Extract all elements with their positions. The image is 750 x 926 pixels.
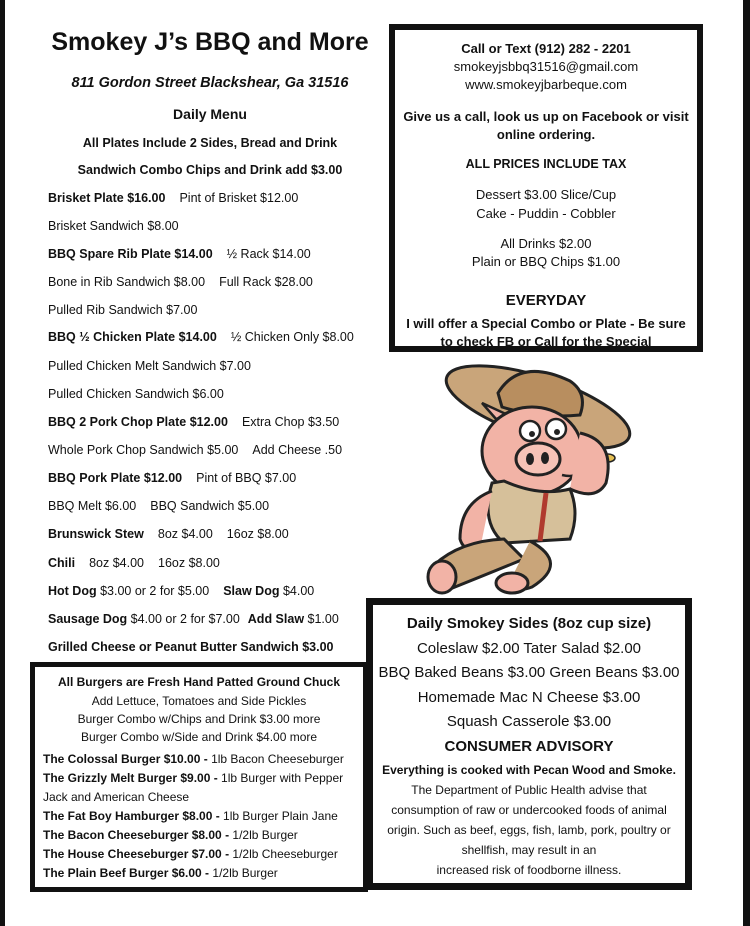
menu-item (48, 499, 269, 513)
item-brunswick-label: Brunswick Stew (48, 527, 144, 541)
sides-line-3: Homemade Mac N Cheese $3.00 (417, 689, 641, 706)
item-hot-dog-label: Hot Dog (48, 584, 97, 598)
restaurant-title: Smokey J’s BBQ and More (51, 28, 369, 56)
everyday-heading: EVERYDAY (505, 292, 587, 309)
burger-house-name: The House Cheeseburger $7.00 - (43, 847, 230, 861)
menu-item (48, 527, 289, 541)
burger-colossal-desc: 1lb Bacon Cheeseburger (207, 752, 344, 766)
item-half-rack: ½ Rack $14.00 (226, 247, 311, 261)
item-pork-plate: BBQ Pork Plate $12.00 (48, 471, 183, 485)
item-half-chicken-plate: BBQ ½ Chicken Plate $14.00 (48, 330, 217, 344)
burger-intro-1: All Burgers are Fresh Hand Patted Ground Chuck (57, 675, 341, 689)
burger-grizzly-name: The Grizzly Melt Burger $9.00 - (43, 771, 218, 785)
menu-item (48, 359, 251, 373)
item-chili-16: 16oz $8.00 (158, 556, 220, 570)
burger-intro-3: Burger Combo w/Chips and Drink $3.00 more (77, 712, 321, 726)
sides-title: Daily Smokey Sides (8oz cup size) (406, 615, 652, 632)
restaurant-address: 811 Gordon Street Blackshear, Ga 31516 (71, 75, 349, 91)
dessert-types: Cake - Puddin - Cobbler (476, 206, 616, 221)
item-half-chicken-only: ½ Chicken Only $8.00 (230, 330, 354, 344)
drinks-price: All Drinks $2.00 (500, 236, 592, 251)
item-full-rack: Full Rack $28.00 (219, 275, 313, 289)
sides-line-2: BBQ Baked Beans $3.00 Green Beans $3.00 (378, 664, 680, 681)
item-brisket-plate: Brisket Plate $16.00 (48, 191, 166, 205)
contact-website: www.smokeyjbarbeque.com (465, 77, 627, 92)
burger-colossal-name: The Colossal Burger $10.00 - (43, 752, 208, 766)
contact-call-line2: online ordering. (496, 127, 596, 142)
menu-item (48, 415, 339, 429)
menu-item (48, 556, 220, 570)
item-extra-chop: Extra Chop $3.50 (241, 415, 340, 429)
burger-box (30, 662, 368, 892)
menu-item (48, 191, 298, 205)
item-pint-bbq: Pint of BBQ $7.00 (196, 471, 297, 485)
contact-email: smokeyjsbbq31516@gmail.com (453, 59, 639, 74)
burger-fatboy-name: The Fat Boy Hamburger $8.00 - (43, 809, 220, 823)
item-pint-brisket: Pint of Brisket $12.00 (179, 191, 299, 205)
item-chicken-melt: Pulled Chicken Melt Sandwich $7.00 (48, 359, 251, 373)
left-edge (0, 0, 5, 926)
item-pork-chop-plate: BBQ 2 Pork Chop Plate $12.00 (48, 415, 228, 429)
menu-item (48, 387, 224, 401)
burger-plain-desc: 1/2lb Burger (209, 866, 278, 880)
menu-item (48, 612, 339, 626)
tax-note: ALL PRICES INCLUDE TAX (465, 157, 627, 171)
advisory-line-4: shellfish, may result in an (461, 843, 597, 857)
contact-phone: Call or Text (912) 282 - 2201 (461, 41, 631, 56)
burger-fatboy-desc: 1lb Burger Plain Jane (219, 809, 338, 823)
item-spare-rib-plate: BBQ Spare Rib Plate $14.00 (48, 247, 213, 261)
burger-intro-4: Burger Combo w/Side and Drink $4.00 more (80, 730, 318, 744)
plates-note: All Plates Include 2 Sides, Bread and Drink (82, 136, 338, 150)
item-sausage-dog-label: Sausage Dog (48, 612, 128, 626)
item-sausage-dog-price: $4.00 or 2 for $7.00 (130, 612, 240, 626)
contact-call-line1: Give us a call, look us up on Facebook or visit (403, 109, 689, 124)
advisory-line-3: origin. Such as beef, eggs, fish, lamb, pork, poultry or (387, 823, 671, 837)
item-add-slaw-price: $1.00 (307, 612, 339, 626)
burger-grizzly-desc: 1lb Burger with Pepper (217, 771, 344, 785)
advisory-line-5: increased risk of foodborne illness. (436, 863, 622, 877)
menu-item (48, 584, 314, 598)
burger-bacon-desc: 1/2lb Burger (229, 828, 298, 842)
item-bbq-melt: BBQ Melt $6.00 (48, 499, 137, 513)
item-slaw-dog-label: Slaw Dog (223, 584, 280, 598)
burger-colossal (43, 752, 344, 766)
advisory-title: CONSUMER ADVISORY (444, 738, 614, 755)
item-whole-chop-sandwich: Whole Pork Chop Sandwich $5.00 (48, 443, 239, 457)
menu-item (48, 330, 354, 344)
item-chili-8: 8oz $4.00 (89, 556, 145, 570)
special-line2: to check FB or Call for the Special (440, 334, 652, 349)
special-line1: I will offer a Special Combo or Plate - Be sure (406, 316, 686, 331)
item-bone-in-rib: Bone in Rib Sandwich $8.00 (48, 275, 206, 289)
item-brunswick-16: 16oz $8.00 (226, 527, 289, 541)
menu-item (48, 303, 197, 317)
burger-grizzly (43, 771, 343, 785)
burger-intro-2: Add Lettuce, Tomatoes and Side Pickles (91, 694, 307, 708)
contact-box (389, 24, 703, 352)
item-chili-label: Chili (48, 556, 76, 570)
sides-line-1: Coleslaw $2.00 Tater Salad $2.00 (416, 640, 642, 657)
pig-mascot-icon (420, 363, 638, 595)
burger-house (43, 847, 338, 861)
chips-price: Plain or BBQ Chips $1.00 (471, 254, 621, 269)
item-bbq-sandwich: BBQ Sandwich $5.00 (150, 499, 270, 513)
menu-item (48, 443, 342, 457)
menu-item (48, 219, 179, 233)
advisory-bold: Everything is cooked with Pecan Wood and Smoke. (382, 763, 676, 777)
burger-grizzly-desc2: Jack and American Cheese (43, 790, 190, 804)
item-add-slaw-label: Add Slaw (247, 612, 305, 626)
item-chicken-sandwich: Pulled Chicken Sandwich $6.00 (48, 387, 224, 401)
advisory-line-2: consumption of raw or undercooked foods of animal (391, 803, 667, 817)
burger-bacon-name: The Bacon Cheeseburger $8.00 - (43, 828, 230, 842)
menu-item (48, 247, 311, 261)
burger-bacon (43, 828, 298, 842)
item-grilled-cheese: Grilled Cheese or Peanut Butter Sandwich $3.00 (48, 640, 334, 654)
item-slaw-dog-price: $4.00 (282, 584, 315, 598)
advisory-line-1: The Department of Public Health advise that (411, 783, 647, 797)
item-brunswick-8: 8oz $4.00 (157, 527, 213, 541)
dessert-price: Dessert $3.00 Slice/Cup (475, 187, 617, 202)
item-hot-dog-price: $3.00 or 2 for $5.00 (100, 584, 210, 598)
right-edge (743, 0, 750, 926)
burger-plain (43, 866, 278, 880)
sides-box (366, 598, 692, 890)
menu-item (48, 275, 313, 289)
menu-item (48, 640, 334, 654)
burger-plain-name: The Plain Beef Burger $6.00 - (43, 866, 210, 880)
menu-item (48, 471, 296, 485)
sides-line-4: Squash Casserole $3.00 (446, 713, 612, 730)
burger-house-desc: 1/2lb Cheeseburger (229, 847, 338, 861)
daily-menu-heading: Daily Menu (173, 106, 247, 122)
combo-note: Sandwich Combo Chips and Drink add $3.00 (77, 163, 343, 177)
item-pulled-rib: Pulled Rib Sandwich $7.00 (48, 303, 198, 317)
item-brisket-sandwich: Brisket Sandwich $8.00 (48, 219, 179, 233)
burger-fatboy (43, 809, 338, 823)
item-add-cheese: Add Cheese .50 (252, 443, 343, 457)
